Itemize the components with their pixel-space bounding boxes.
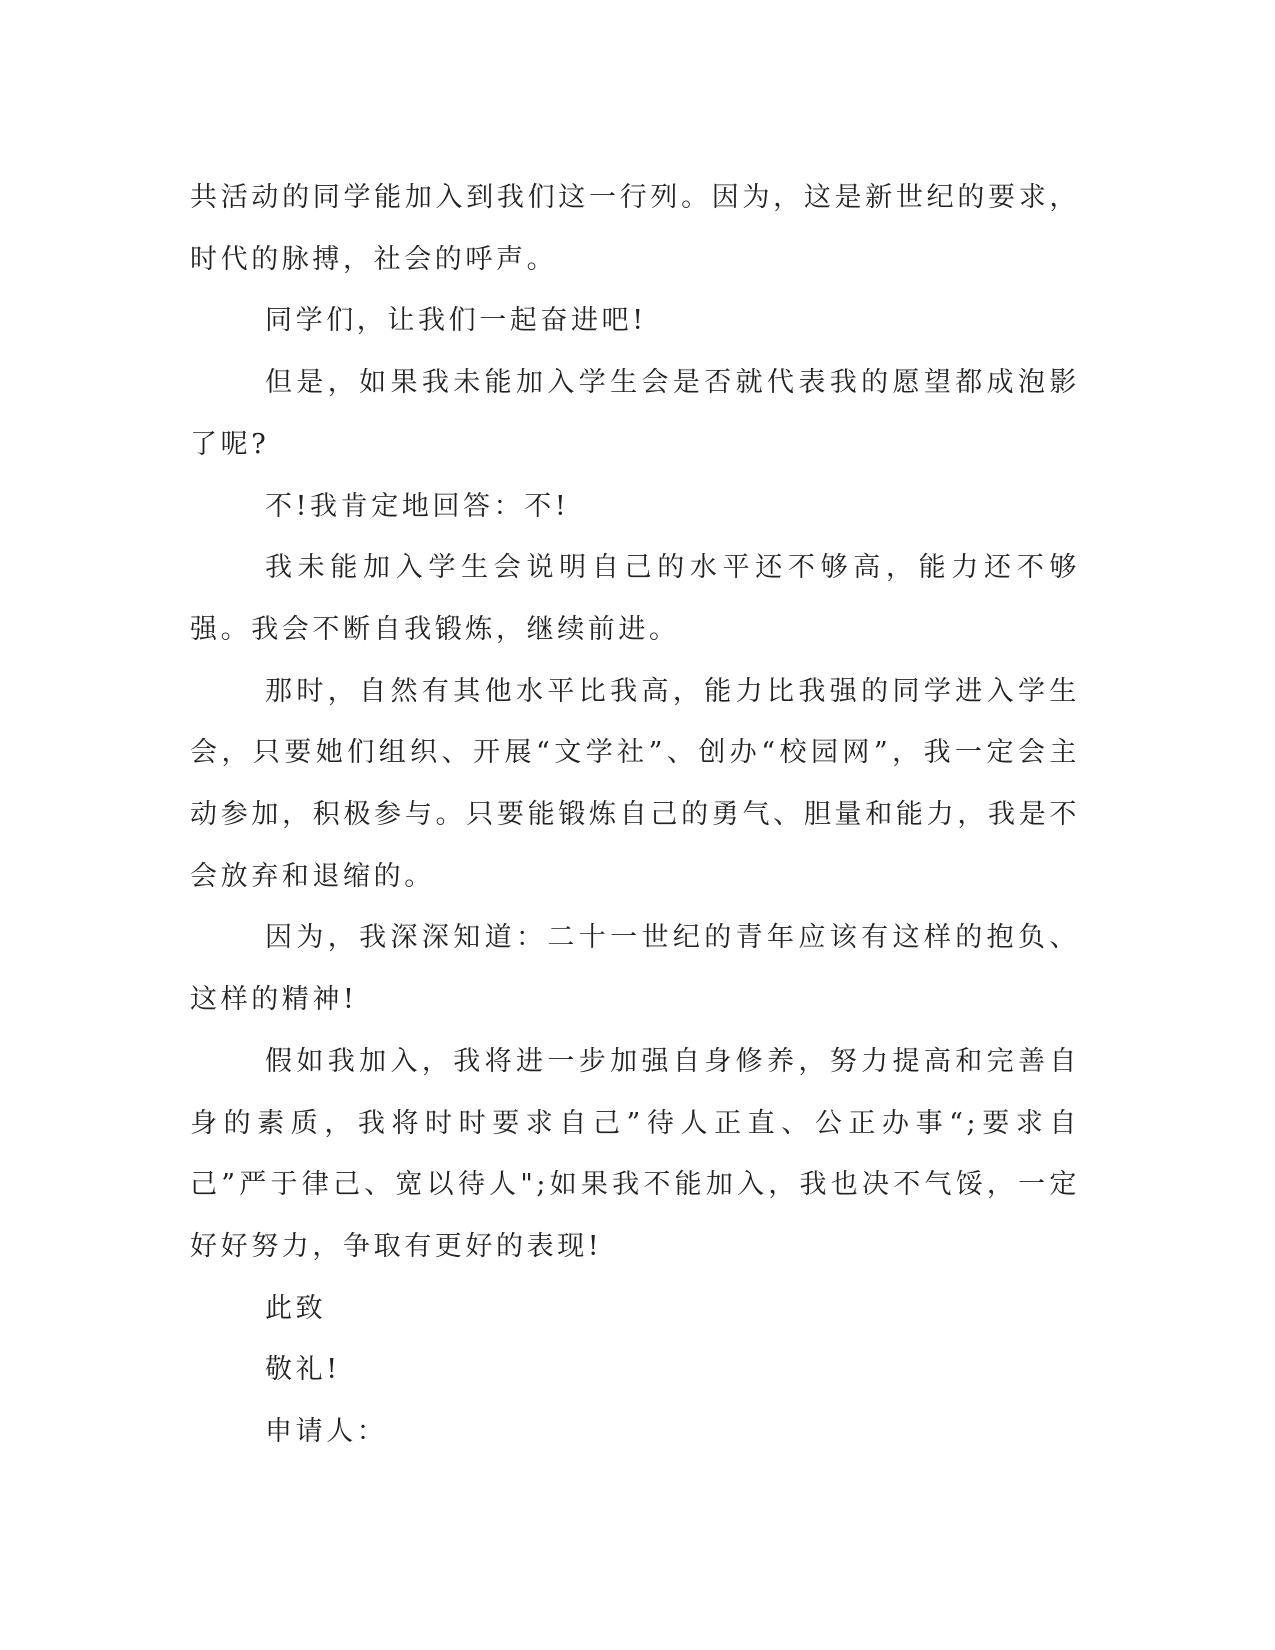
letter-body — [190, 167, 1080, 1463]
paragraph-answer: 不!我肯定地回答：不! — [265, 490, 570, 522]
closing-salutation: 此致 — [265, 1292, 327, 1324]
paragraph-question: 但是，如果我未能加入学生会是否就代表我的愿望都成泡影了呢? — [190, 367, 1080, 460]
paragraph-call-to-action: 同学们，让我们一起奋进吧! — [265, 305, 647, 337]
closing-regards: 敬礼! — [265, 1354, 341, 1386]
paragraph-commitment: 假如我加入，我将进一步加强自身修养，努力提高和完善自身的素质，我将时时要求自己”待人正直、公正办事“;要求自己”严于律己、宽以待人";如果我不能加入，我也决不气馁，一定好好努力，争取有更好的表现! — [190, 1045, 1080, 1262]
paragraph-continuation: 共活动的同学能加入到我们这一行列。因为，这是新世纪的要求，时代的脉搏，社会的呼声。 — [190, 182, 1080, 275]
applicant-signature-label: 申请人： — [265, 1416, 388, 1448]
paragraph-self-improvement: 我未能加入学生会说明自己的水平还不够高，能力还不够强。我会不断自我锻炼，继续前进。 — [190, 552, 1080, 645]
paragraph-participation: 那时，自然有其他水平比我高，能力比我强的同学进入学生会，只要她们组织、开展“文学社”、创办“校园网”，我一定会主动参加，积极参与。只要能锻炼自己的勇气、胆量和能力，我是不会放弃和退缩的。 — [190, 675, 1080, 892]
paragraph-ambition: 因为，我深深知道：二十一世纪的青年应该有这样的抱负、这样的精神! — [190, 922, 1080, 1016]
